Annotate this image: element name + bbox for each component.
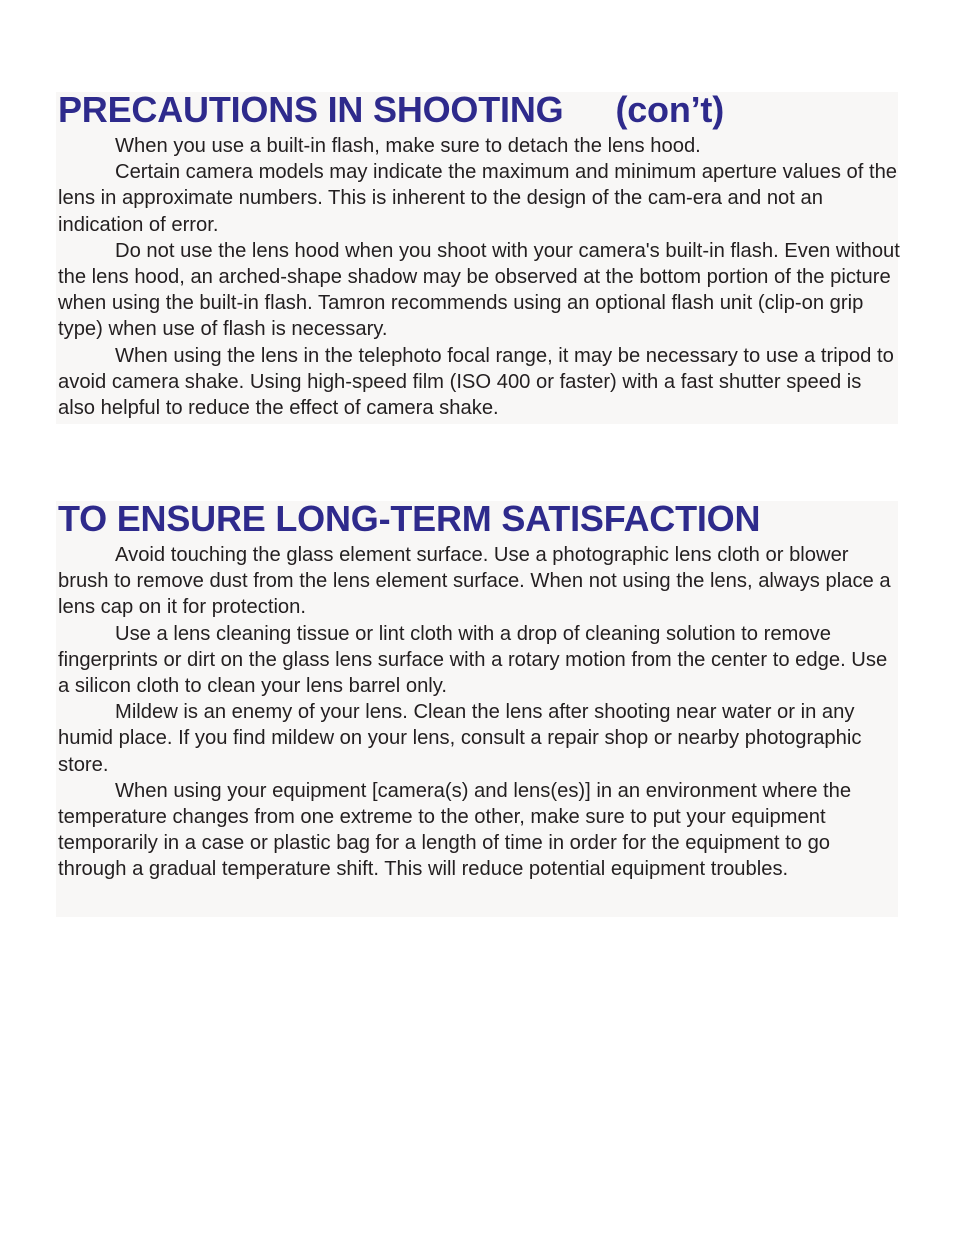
paragraph-cleaning: Use a lens cleaning tissue or lint cloth with a drop of cleaning solution to remove fingerprints or dirt on the glass lens surface with a rotary motion from the center to edge. Use a silicon cloth to clean your lens barrel only. [58, 622, 888, 698]
paragraph-glass-surface: Avoid touching the glass element surface. Use a photographic lens cloth or blower brush to remove dust from the lens element surface. When not using the lens, always place a lens cap on it for protection. [58, 544, 891, 619]
continued-label: (con’t) [615, 89, 725, 130]
precautions-section [56, 89, 900, 424]
long-term-satisfaction-section [56, 498, 898, 917]
long-term-satisfaction-heading: TO ENSURE LONG-TERM SATISFACTION [58, 498, 761, 539]
long-term-satisfaction-body [58, 542, 898, 883]
paragraph-mildew: Mildew is an enemy of your lens. Clean the lens after shooting near water or in any humid place. If you find mildew on your lens, consult a repair shop or nearby photographic store. [58, 701, 862, 776]
paragraph-built-in-flash: When you use a built-in flash, make sure to detach the lens hood. [115, 135, 701, 157]
precautions-body [58, 133, 898, 421]
precautions-heading-text: PRECAUTIONS IN SHOOTING [58, 89, 564, 130]
paragraph-aperture-values: Certain camera models may indicate the maximum and minimum aperture values of the lens in approximate numbers. This is inherent to the design of the cam-era and not an indication of error. [58, 161, 898, 236]
paragraph-temperature: When using your equipment [camera(s) and lens(es)] in an environment where the temperature changes from one extreme to the other, make sure to put your equipment temporarily in a case or plastic bag for a length of time in order for the equipment to go through a gradual temperature shift. This will reduce potential equipment troubles. [58, 779, 852, 881]
paragraph-camera-shake: When using the lens in the telephoto focal range, it may be necessary to use a tripod to avoid camera shake. Using high-speed film (ISO 400 or faster) with a fast shutter speed is also helpful to reduce the effect of camera shake. [58, 344, 894, 420]
precautions-heading [58, 89, 898, 132]
paragraph-lens-hood-shadow: Do not use the lens hood when you shoot with your camera's built-in flash. Even without the lens hood, an arched-shape shadow may be observed at the bottom portion of the picture when using the built-in flash. Tamron recommends using an optional flash unit (clip-on grip type) when use of flash is necessary. [58, 239, 900, 341]
